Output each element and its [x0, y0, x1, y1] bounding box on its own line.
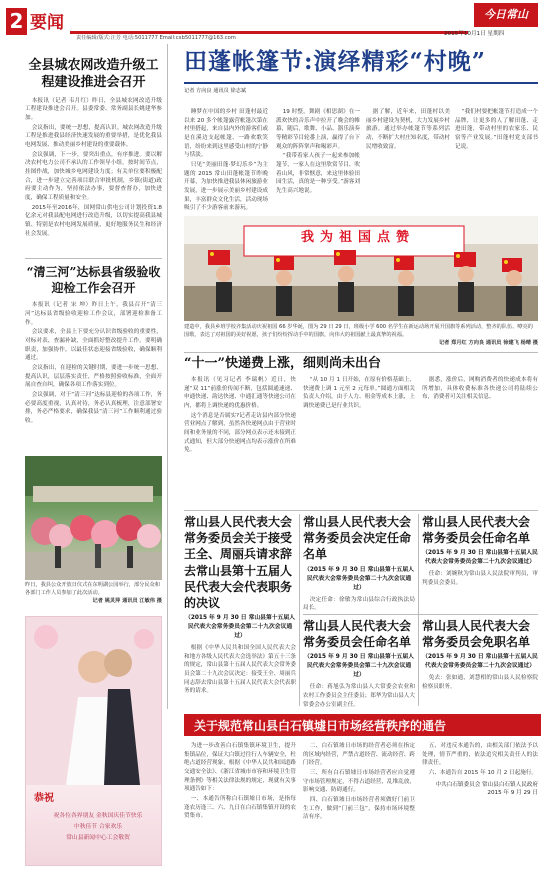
notice-col-3	[422, 742, 538, 798]
paragraph: 会议强调，对于“清三河”达标县迎检的各项工作，务必要高度重视，认真对待，务必认真梳理，注意部署安排，务必严格要求，确保我县“清三河”工作顺利通过验收。	[25, 391, 162, 424]
ad-line: 常山县新闻中心工会敬贺	[66, 835, 130, 841]
title-rule	[184, 82, 538, 84]
appointment-list-2	[303, 618, 415, 710]
notice-title: 常山县人民代表大会常务委员会决定任命名单	[303, 515, 412, 562]
article-title: 田蓬帐篷节:演绎精彩“村晚”	[184, 48, 486, 75]
notice-body: 任命：蒋旭弘为常山县人大常委会农业和农村工作委员会主任委员；郑华为常山县人大常委会办公室副主任。	[303, 684, 415, 708]
dismissal-list	[422, 618, 538, 693]
paragraph: 据了解，近年来，田蓬村以美丽乡村建设为契机，大力发展乡村旅游，通过举办帐篷节等系列活动，不断扩大村庄知名度，带动村民增收致富。	[366, 109, 450, 150]
notice-banner	[184, 714, 541, 736]
notice-body: 任命：刘婉秋为常山县人民法院审判员，审判委员会委员。	[422, 571, 538, 586]
paragraph: 睡梦在中国的乡村 田蓬村最近以来 20 多个帐篷露营帐篷次第在村里搭起，来自县内外的游客们或是在溪边支起帐篷、一路欢歌笑语，纷纷来到这里感受山村的宁静与恬淡。	[184, 109, 268, 159]
page-header	[0, 0, 541, 40]
ad-line: 中秋佳节 合家欢乐	[73, 824, 123, 830]
notice-col-2	[303, 742, 415, 823]
photo-caption	[25, 582, 162, 605]
section-title: 要闻	[30, 13, 64, 33]
notice-subtitle: （2015 年 9 月 30 日 常山县第十五届人民代表大会常务委员会第二十九次会议通过）	[304, 566, 414, 591]
notice-subtitle: （2015 年 9 月 30 日 常山县第十五届人民代表大会常务委员会第二十九次会议通过）	[185, 615, 295, 640]
notice-date: 2015 年 9 月 29 日	[487, 790, 538, 797]
notice-subtitle: （2015 年 9 月 30 日 常山县第十五届人民代表大会常务委员会第二十九次会议通过）	[422, 654, 538, 670]
main-photo-caption	[184, 324, 538, 347]
divider	[25, 258, 162, 259]
paragraph: 四、白石镇墟日市场经营者须做好门前卫生工作，做到“门前三包”，保持市场环境整洁有序。	[303, 796, 415, 821]
notice-body: 决定任命：徐敏为常山县综合行政执法局局长。	[303, 596, 415, 612]
main-photo	[184, 216, 538, 321]
price-col-1	[184, 376, 296, 456]
photo-credit: 记者 姚灵萍 通讯员 江敏伟 摄	[92, 597, 162, 604]
wedding-photo	[26, 617, 162, 785]
paragraph: 会议要求，全县上下要充分认识省级验收的重要性，对标对表，查漏补缺，全面抓好整改提升工作。要明确职责，加强协作，以最佳状态迎接省级验收，确保顺利通过。	[25, 329, 162, 362]
paragraph: 六、本通告自 2015 年 10 月 2 日起施行。	[428, 769, 538, 776]
notice-subtitle: （2015 年 9 月 30 日 常山县第十五届人民代表大会常务委员会第二十九次会议通过）	[422, 550, 538, 566]
article-title: “清三河”达标县省级验收迎检工作会召开	[26, 265, 161, 296]
notice-title: 常山县人民代表大会常务委员会任命名单	[422, 515, 531, 546]
paragraph: 会议强调，下一步，要突出重点，有序推进。要以解决农村电力公司不承认的工作领导小组，按时间节点，挂图作战，加快城乡电网建设力度；有关单位要积极配合，进一步建立完善项目联合审批机制，乡镇(街道)政府要主动作为，坚持依法办事，要督查督办，加快进度，确保工程质量和安全。	[25, 151, 162, 201]
ad-line: 祝各位各界朋友 金秋国庆佳节快乐	[53, 813, 143, 819]
paragraph: “我带着家人孩子一起来参加帐篷节，一家人在这里欣赏节目、吹着山风，非常惬意，来这里体验田园生活，真的是一种享受。”游客刘先生高兴地说。	[276, 153, 361, 194]
main-text-col-3	[366, 108, 450, 152]
appointment-decision	[303, 514, 415, 614]
article-courier-price	[184, 356, 538, 373]
paragraph: 二、白石镇墟日市场的经营者必须在指定的区域内经营，严禁占道经营、流动经营、跨门经营。	[303, 743, 415, 767]
article-title: “十一”快递费上涨，细则尚未出台	[184, 356, 381, 371]
notice-body: 根据《中华人民共和国全国人民代表大会和地方各级人民代表大会选举法》第五十三条的规定，常山县第十五届人民代表大会常务委员会第二十九次会议决定：接受王全、周丽兵同志辞去常山县第十五届人民代表大会代表职务的请求。	[184, 645, 296, 695]
paragraph: 为进一步改善白石镇集镇环境卫生，提升集镇品位，保证大白镇过往行人车辆安全，杜绝占道经营现象，根据《中华人民共和国道路交通安全法》、《浙江省城市市容和环境卫生管理条例》等相关法律法规的规定，现就有关事项通告如下：	[184, 743, 296, 793]
paragraph: 19 时整，舞剧《相思湖》在一派欢快的音乐声中拉开了晚会的帷幕，随后，歌舞、小品、器乐演奏等精彩节目轮番上演，赢得了台下观众的阵阵掌声和喝彩声。	[276, 109, 360, 150]
paragraph: 三、所有白石镇墟日市场经营者应自觉遵守市场管理规定，不得占道经营，乱堆乱放，影响交通、防碍通行。	[303, 769, 415, 794]
price-col-3	[422, 376, 538, 403]
notice-signature: 中共白石镇委员会 常山县白石镇人民政府	[435, 781, 538, 788]
event-photo-illustration	[25, 456, 162, 580]
paragraph: 五、对违反本通告的，由相关部门依法予以处理，情节严重的，依法追究相关责任人的法律责任。	[422, 743, 538, 767]
main-text-col-4	[455, 108, 538, 152]
paragraph: “从 10 月 1 日开始，在原有价格基础上，快递费上调 1 元至 2 元每单。”圆通方面相关负责人介绍，由于人力、租金等成本上涨，上调快递费已是行业共识。	[303, 377, 415, 409]
notice-subtitle: （2015 年 9 月 30 日 常山县第十五届人民代表大会常务委员会第二十九次会议通过）	[304, 654, 414, 679]
divider	[184, 352, 538, 353]
paragraph: 本报讯（记者 宋 坤）昨日上午，我县召开“清三河”达标县省级验收迎检工作会议，部署迎检准备工作。	[25, 302, 162, 326]
notice-body: 免去：张如通，刘慧相的常山县人民检察院检察员职务。	[422, 675, 538, 690]
paragraph: 据悉，涨价后，网购消费者的快递成本将有所增加，具体收费标准各快递公司将陆续公布，消费者可关注相关信息。	[422, 377, 538, 401]
paragraph: 会议指出，要统一思想，提高认识。城农网改造升级工程是推进我县经济快速发展的重要举措，是优化我县电网发展、推动美丽乡村建设的重要载体。	[25, 124, 162, 149]
article-tent-festival	[184, 48, 538, 94]
notice-banner-title: 关于规范常山县白石镇墟日市场经营秩序的通告	[194, 719, 447, 733]
caption-text: 昨日，我县公众开放日仪式在东明湖公园举行，部分民众和各部门工作人员参加了此次活动。	[25, 582, 160, 596]
issue-date: 2015年10月1日 星期四	[444, 31, 505, 37]
article-title: 全县城农网改造升级工程建设推进会召开	[28, 58, 159, 90]
article-qingsanhe	[25, 264, 162, 427]
greeting-ad	[25, 616, 162, 866]
divider	[184, 510, 538, 511]
paragraph: 本报讯（记者 韦月红）昨日，全县城农网改造升级工程建设推进会召开。县委常委、常务副县长姚建华参加。	[25, 97, 162, 122]
photo-credit: 记者 郑月红 方向良 通讯员 徐建飞 杨晴 摄	[438, 339, 538, 346]
paragraph: 这个消息是否属实?记者走访县内部分快递营业网点了解到，虽然各快递网点由于营业时间和业务量的不同，部分网点表示还未接到正式通知，但大部分快递网点均表示涨价在所难免。	[184, 412, 296, 454]
column-divider	[299, 514, 300, 706]
paragraph: 只见“美丽田蓬·梦幻乐乡”为主题的 2015 常山田蓬帐篷节昨晚开幕，为加快推进我县休闲旅游业发展，进一步展示美丽乡村建设成果，丰富群众文化生活，活动现场吸引了不少游客前来游玩。	[184, 161, 268, 212]
ad-title: 恭祝	[34, 793, 54, 804]
photo-banner-text: 我为祖国点赞	[300, 230, 415, 245]
divider	[303, 614, 538, 615]
section-number: 2	[6, 8, 27, 35]
paragraph: 一、本通告所称白石镇墟日市场，是指每逢农历逢三、六、九日在白石镇集镇开设的农贸集市。	[184, 795, 296, 820]
paragraph: “我们村要把帐篷节打造成一个品牌，让更多的人了解田蓬、走进田蓬，带动村里的农家乐、民宿等产业发展。”田蓬村党支部书记说。	[455, 109, 538, 150]
notice-col-1	[184, 742, 296, 822]
paragraph: 本报讯（见习记者 李瑞帆）近日，快递“双 11”前涨价传闻不断，包括圆通速递、申通快递、韵达快递、中通汇通等快递公司在内，都将上调快递的优惠价格。	[184, 377, 296, 409]
main-text-col-1	[184, 108, 268, 214]
notice-title: 常山县人民代表大会常务委员会任命名单	[303, 619, 412, 650]
notice-title: 常山县人民代表大会常务委员会免职名单	[422, 619, 531, 650]
newspaper-logo: 今日常山	[474, 3, 538, 27]
paragraph: 会议指出，在迎检的关键时期，要进一步统一思想、提高认识，层层落实责任，严格按照验收标准，全面开展自查自纠，确保各项工作落实到位。	[25, 364, 162, 389]
article-author: 记者 方向良 通讯员 徐志斌	[184, 88, 247, 94]
article-grid-upgrade	[25, 58, 162, 239]
editor-line: 责任编辑/版式:汪芳 电话:5011777 Email:cxb5011777@163.com	[76, 35, 236, 41]
price-col-2	[303, 376, 415, 412]
event-photo	[25, 456, 162, 580]
column-divider	[418, 514, 419, 706]
notice-title: 常山县人民代表大会常务委员会关于接受王全、周丽兵请求辞去常山县第十五届人民代表大会代表职务的决议	[184, 515, 293, 610]
column-divider	[167, 44, 168, 709]
appointment-resignation	[184, 514, 296, 697]
paragraph: 2015年至2016年，国网常山供电公司计划投资1.8亿余元对我县配电网进行改造升级，以切实提高我县城镇、特别是农村电网发展质量，更好地服务民生和经济社会发展。	[25, 204, 162, 237]
caption-text: 建造中，我县乡班学校齐集活动庆祝祖国 66 岁华诞，图为 29 日 29 日，班级小学 600 名学生在新运动场开展升国旗等系列活动，整齐的队伍、嘹亮的国歌，表达了对祖国的美好祝愿，孩子们纷纷挥动手中的国旗，向伟大的祖国献上最真挚的祝福。	[184, 324, 533, 338]
main-text-col-2	[276, 108, 360, 197]
appointment-list-1	[422, 514, 538, 589]
